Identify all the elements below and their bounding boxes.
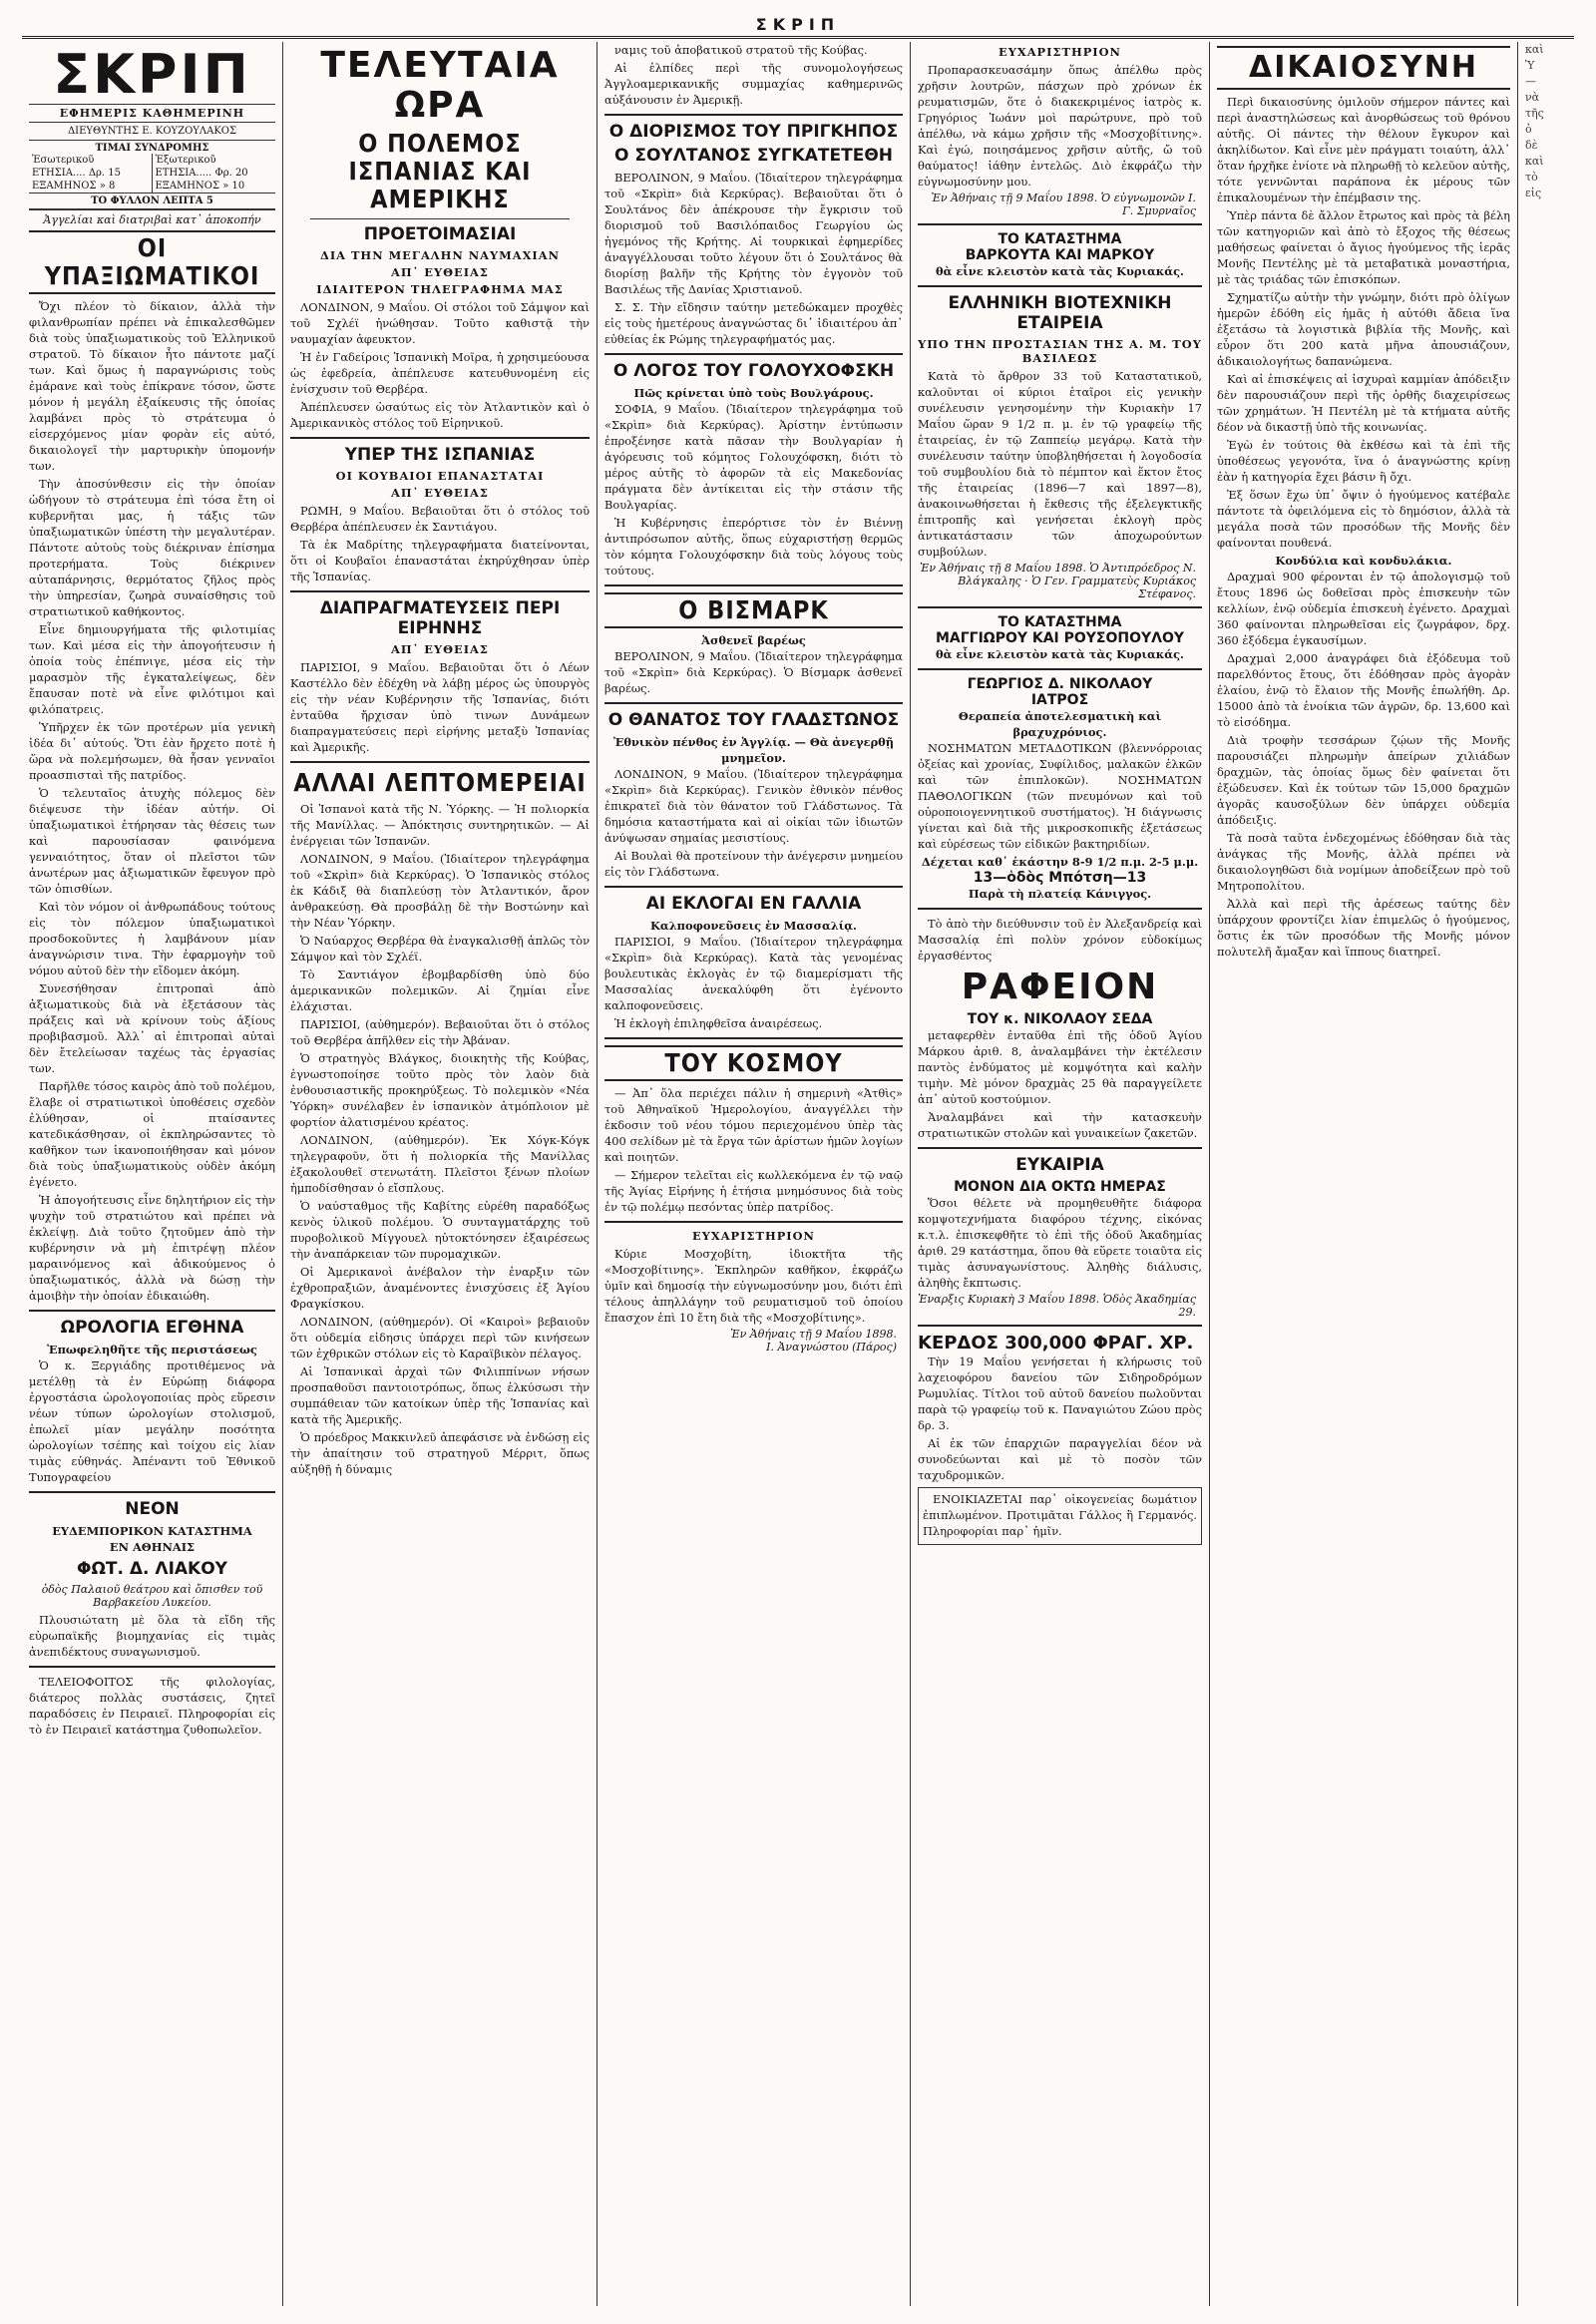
ad-text: Ὅσοι θέλετε νὰ προμηθευθῆτε διάφορα κομψοτεχνήματα διαφόρου τέχνης, εἰκόνας κ.τ.λ. ἐπισκεφθῆτε τὸ ἐπὶ τῆς ὁδοῦ Ἀκαδημίας ἀριθ. 29 κατάστημα, ὅπου θὰ εὕρετε τοιαῦτα εἰς τιμὰς ἀσυναγωνίστους. Ἀληθὴς διάλυσις, ἀληθὴς ἔκπτωσις. <box>918 1196 1202 1290</box>
article-paragraph: Αἱ Βουλαὶ θὰ προτείνουν τὴν ἀνέγερσιν μνημείου εἰς τὸν Γλάδστωνα. <box>604 849 903 879</box>
divider <box>29 1310 275 1312</box>
price-cell: ΕΤΗΣΙΑ.... Δρ. 15 <box>29 167 153 180</box>
wire-label: ΑΠ᾿ ΕΥΘΕΙΑΣ <box>391 642 489 656</box>
article-paragraph: Ἡ ἐκλογὴ ἐπιληφθεῖσα ἀναιρέσεως. <box>614 1016 823 1030</box>
divider <box>29 1491 275 1493</box>
article-paragraph: ΛΟΝΔΙΝΟΝ, 9 Μαΐου. (Ἰδιαίτερον τηλεγράφημα «Σκρὶπ» διὰ Κερκύρας). Γενικὸν ἐθνικὸν πένθος ἐπικρατεῖ διὰ τὸν θάνατον τοῦ Γλάδστωνος. Τὰ δημόσια καταστήματα καὶ αἱ οἰκίαι τῶν ἰδιωτῶν ἀνύψωσαν σημαίας μεσιστίους. <box>604 767 903 845</box>
subscription-prices <box>29 154 275 194</box>
ad-text: Τὴν 19 Μαΐου γενήσεται ἡ κλήρωσις τοῦ λαχειοφόρου δανείου τῶν Σιδηροδρόμων Ρωμυλίας. Τίτλοι τοῦ αὐτοῦ δανείου πωλοῦνται παρὰ τῷ γραφείῳ τοῦ κ. Παναγιώτου Ζώου πρὸς δρ. 3. <box>918 1355 1202 1432</box>
ad-text: Ἀναλαμβάνει καὶ τὴν κατασκευὴν στρατιωτικῶν στολῶν καὶ γυναικείων ζακετῶν. <box>918 1110 1202 1140</box>
edge-fragment: νὰ <box>1525 91 1540 104</box>
article-paragraph: Ἐξ ὅσων ἔχω ὑπ᾿ ὄψιν ὁ ἡγούμενος κατέβαλε πάντοτε τὰ ὀφειλόμενα εἰς τὸ δημόσιον, ἀλλὰ τὰ μεγάλα ποσὰ τῶν προσόδων τῆς Μονῆς δὲν φαίνονται πουθενά. <box>1217 488 1510 550</box>
divider <box>290 761 590 763</box>
ad-name: ΦΩΤ. Δ. ΛΙΑΚΟΥ <box>77 1559 227 1579</box>
article-paragraph: ΛΟΝΔΙΝΟΝ, (αὐθημερόν). Ἐκ Χόγκ-Κόγκ τηλεγραφοῦν, ὅτι ἡ πολιορκία τῆς Μανίλλας ἐξακολουθεῖ στενωτάτη. Πλεῖστοι ξένων πλοίων ἠμποδίσθησαν ὁ εἴσπλους. <box>290 1133 590 1195</box>
article-paragraph: Οἱ Ἀμερικανοὶ ἀνέβαλον τὴν ἐναρξιν τῶν ἐχθροπραξιῶν, ἀναμένοντες ἐνισχύσεις ἐξ Ἁγίου Φραγκίσκου. <box>290 1265 590 1311</box>
column-5 <box>1210 42 1518 2306</box>
article-paragraph: ΛΟΝΔΙΝΟΝ, (αὐθημερόν). Οἱ «Καιροὶ» βεβαιοῦν ὅτι οὐδεμία εἰδησις ὑπάρχει περὶ τῶν κινήσεων τῶν ἐχθρικῶν στόλων εἰς τὸ Καραϊβικὸν πέλαγος. <box>290 1315 590 1360</box>
column-4 <box>911 42 1210 2306</box>
article-paragraph: Ἡ ἐν Γαδείροις Ἱσπανικὴ Μοῖρα, ἡ χρησιμεύουσα ὡς ἐφεδρεία, ἀπέπλευσε κατευθυνομένη εἰς ἐνίσχυσιν τοῦ Θερβέρα. <box>290 350 590 396</box>
article-paragraph: ΒΕΡΟΛΙΝΟΝ, 9 Μαΐου. (Ἰδιαίτερον τηλεγράφημα τοῦ «Σκρὶπ» διὰ Κερκύρας). Ὁ Βίσμαρκ ἀσθενεῖ βαρέως. <box>604 649 903 695</box>
classified-ad: ΕΝΟΙΚΙΑΖΕΤΑΙ παρ᾿ οἰκογενείας δωμάτιον ἐπιπλωμένον. Προτιμᾶται Γάλλος ἢ Γερμανός. Πληροφορίαι παρ᾿ ἡμῖν. <box>923 1492 1197 1538</box>
edge-fragment: τῆς <box>1525 107 1544 120</box>
ad-text: Πλουσιώτατη μὲ ὅλα τὰ εἴδη τῆς εὐρωπαϊκῆς βιομηχανίας εἰς τιμὰς ἀνεπιδέκτους συναγωνισμοῦ. <box>29 1613 275 1659</box>
article-headline: ΥΠΕΡ ΤΗΣ ΙΣΠΑΝΙΑΣ <box>344 445 536 465</box>
article-paragraph: Ὁ Ναύαρχος Θερβέρα θὰ ἐναγκαλισθῇ ἁπλῶς τὸν Σάμψον καὶ τὸν Σχλέϊ. <box>290 934 590 964</box>
article-subheadline: ΔΙΑ ΤΗΝ ΜΕΓΑΛΗΝ ΝΑΥΜΑΧΙΑΝ <box>319 248 561 262</box>
ad-headline: ΡΑΦΕΙΟΝ <box>961 967 1159 1007</box>
column-3 <box>598 42 911 2306</box>
divider <box>310 218 570 219</box>
divider <box>604 1221 903 1223</box>
notice-date: Ἐν Ἀθήναις τῇ 9 Μαΐου 1898. <box>730 1328 897 1341</box>
article-paragraph: Ὁ τελευταῖος ἀτυχὴς πόλεμος δὲν διέψευσε τὴν ἰδέαν αὐτήν. Οἱ ὑπαξιωματικοὶ ἐτήρησαν τὰς θέσεις των καὶ παρουσίασαν φαινόμενα γενναιότητος, ὅταν οἱ πλεῖστοι τῶν ἀνωτέρων μας ἀξιωματικῶν ἔφευγον πρὸ τῶν ὀπισθίων. <box>29 786 275 896</box>
article-paragraph: Ὄχι πλέον τὸ δίκαιον, ἀλλὰ τὴν φιλανθρωπίαν πρέπει νὰ ἐπικαλεσθῶμεν διὰ τοὺς ὑπαξιωματικοὺς τοῦ Ἑλληνικοῦ στρατοῦ. Τὸ δίκαιον ἦτο πάντοτε μαζί των. Καὶ ὅμως ἡ παραγνώρισις τοὺς ἐμάρανε καὶ τοὺς ἐπίκρανε τόσον, ὥστε μόνον ἡ μεγάλη ἐξαίκευσις τῆς ὁποίας λαμβάνει πρὸς τὸ στράτευμα ὁ εἰσερχόμενος μίαν φορὰν εἰς αὐτό, δικαιολογεῖ τὴν μαρτυρικὴν ὑπομονήν των. <box>29 299 275 473</box>
ad-subheadline: Ἐπωφεληθῆτε τῆς περιστάσεως <box>47 1343 257 1356</box>
column-6-edge <box>1518 42 1574 2306</box>
article-paragraph: Ὑπῆρχεν ἐκ τῶν προτέρων μία γενικὴ ἰδέα δι᾿ αὐτούς. Ὅτι ἐὰν ἤρχετο ποτὲ ἡ ὥρα νὰ πολεμήσωμεν, θὰ ἦσαν γενναῖοι προασπισταὶ τῆς πατρίδος. <box>29 720 275 782</box>
article-paragraph: ΠΑΡΙΣΙΟΙ, 9 Μαΐου. (Ἰδιαίτερον τηλεγράφημα «Σκρὶπ» διὰ Κερκύρας). Κατὰ τὰς γενομένας βουλευτικὰς ἐκλογὰς ἐν τῷ διαμερίσματι τῆς Μασσαλίας ἀνεκαλύφθη ὅτι ἐγένοντο καλποφονεῦσεις. <box>604 935 903 1012</box>
ad-text: Θεραπεία ἀποτελεσματικὴ καὶ βραχυχρόνιος. <box>958 709 1162 739</box>
edge-fragment: δὲ <box>1525 139 1538 152</box>
ad-text: θὰ εἶνε κλειστὸν κατὰ τὰς Κυριακάς. <box>936 647 1184 661</box>
ad-subheadline: ΜΟΝΟΝ ΔΙΑ ΟΚΤΩ ΗΜΕΡΑΣ <box>954 1179 1166 1195</box>
wire-label: ΑΠ᾿ ΕΥΘΕΙΑΣ <box>391 265 489 279</box>
ad-address: Παρὰ τὴ πλατείᾳ Κάνιγγος. <box>968 887 1152 901</box>
article-headline: Ο ΠΟΛΕΜΟΣ ΙΣΠΑΝΙΑΣ ΚΑΙ ΑΜΕΡΙΚΗΣ <box>348 129 532 213</box>
edge-fragment: καὶ <box>1525 155 1544 168</box>
article-subheadline: Πῶς κρίνεται ὑπὸ τοὺς Βουλγάρους. <box>633 386 874 400</box>
ad-subheadline: ΥΠΟ ΤΗΝ ΠΡΟΣΤΑΣΙΑΝ ΤΗΣ Α. Μ. ΤΟΥ ΒΑΣΙΛΕΩΣ <box>918 337 1202 365</box>
article-paragraph: Ἀπέπλευσεν ὡσαύτως εἰς τὸν Ἀτλαντικὸν καὶ ὁ Ἀμερικανικὸς στόλος τοῦ Εἰρηνικοῦ. <box>290 400 590 430</box>
divider <box>918 606 1202 608</box>
ad-headline: ΤΟ ΚΑΤΑΣΤΗΜΑ <box>998 231 1122 247</box>
ad-headline: ΤΟ ΚΑΤΑΣΤΗΜΑ <box>998 614 1122 630</box>
ad-text: θὰ εἶνε κλειστὸν κατὰ τὰς Κυριακάς. <box>936 264 1184 278</box>
article-paragraph: ΣΟΦΙΑ, 9 Μαΐου. (Ἰδιαίτερον τηλεγράφημα τοῦ «Σκρὶπ» διὰ Κερκύρας). Ἀρίστην ἐντύπωσιν ἐπροξένησε κατὰ πᾶσαν τὴν Βουλγαρίαν ἡ ἀγόρευσις τοῦ κόμητος Γολουχόφσκη, διότι τὸ μέρος αὐτῆς τὸ ἀφορῶν τὰ εἰς Μακεδονίας πράγματα δὲν ἀντίκειται εἰς τὴν στάσιν τῆς Βουλγαρίας. <box>604 402 903 512</box>
article-paragraph: Καὶ αἱ ἐπισκέψεις αἱ ἰσχυραὶ καμμίαν ἀπόδειξιν δὲν παρουσιάζουν περὶ τῆς ὀρθῆς διαχειρίσεως τῶν χρημάτων. Ἡ Πεντέλη μὲ τὰ κτήματα αὐτῆς δέον νὰ δικαστῇ ὑπὸ τῆς κοινωνίας. <box>1217 372 1510 434</box>
columns <box>22 42 1574 2306</box>
price-cell: ΕΞΑΜΗΝΟΣ » 8 <box>29 180 153 193</box>
price-cell: ΕΞΑΜΗΝΟΣ » 10 <box>155 181 245 192</box>
ad-text: Ὁ κ. Ξεργιάδης προτιθέμενος νὰ μετέλθῃ τὰ ἐν Εὐρώπῃ διάφορα ἐργοστάσια ὡρολογοποιίας πρὸς εὕρεσιν νέων τύπων ὡρολογίων στολισμοῦ, ἐπωλεῖ μίαν μεγάλην ποσότητα ὡρολογίων τσέπης καὶ τοίχου εἰς λίαν τιμὰς εὐθηνάς. Ἀπέναντι τοῦ Ἐθνικοῦ Τυπογραφείου <box>29 1358 275 1484</box>
article-paragraph: Ἀλλὰ καὶ περὶ τῆς ἀρέσεως ταύτης δὲν ὑπάρχουν φροντίζει λίαν ἐπιμελῶς ὁ ἡγούμενος, ὅστις ἐκ τῶν προσόδων τῆς Μονῆς μόνον πολυτελῆ ἄμαξαν καὶ ἵππους διατηρεῖ. <box>1217 897 1510 959</box>
ad-name: ΒΑΡΚΟΥΤΑ ΚΑΙ ΜΑΡΚΟΥ <box>965 247 1155 263</box>
divider <box>604 584 903 586</box>
article-subheadline: Καλποφονεῦσεις ἐν Μασσαλίᾳ. <box>650 919 857 933</box>
ad-text: μεταφερθὲν ἐνταῦθα ἐπὶ τῆς ὁδοῦ Ἁγίου Μάρκου ἀριθ. 8, ἀναλαμβάνει τὴν ἐκτέλεσιν παντὸς ἐνδύματος μὲ κομψότητα καὶ καλὴν τιμὴν. Μὲ μόνον δραχμὰς 25 θὰ παραγγείλετε ἀπ᾿ αὐτοῦ κοστούμιον. <box>918 1028 1202 1106</box>
divider <box>604 114 903 116</box>
notice-headline: ΕΥΧΑΡΙΣΤΗΡΙΟΝ <box>998 45 1121 59</box>
article-paragraph: Αἱ Ἱσπανικαὶ ἀρχαὶ τῶν Φιλιππίνων νήσων προσπαθοῦσι παντοιοτρόπως, ὅπως ἑλκύσωσι τὴν συμπάθειαν τῶν κατοίκων ὑπὲρ τῆς Ἱσπανίας καὶ κατὰ τῆς Ἀμερικῆς. <box>290 1364 590 1426</box>
section-headline: ΤΕΛΕΥΤΑΙΑ ΩΡΑ <box>320 45 560 126</box>
divider <box>604 886 903 888</box>
divider <box>604 353 903 355</box>
article-headline: Ο ΔΙΟΡΙΣΜΟΣ ΤΟΥ ΠΡΙΓΚΗΠΟΣ <box>608 122 899 142</box>
article-paragraph: ΠΑΡΙΣΙΟΙ, 9 Μαΐου. Βεβαιοῦται ὅτι ὁ Λέων Καστέλλο δὲν ἐδέχθη νὰ λάβῃ μέρος ὡς ὑπουργὸς εἰς τὴν νέαν Κυβέρνησιν τῆς Ἱσπανίας, διότι ἐνταῦθα ἤρχισαν ὑπὸ τινων Δυνάμεων διαπραγματεύσεις περὶ εἰρήνης μεταξὺ Ἱσπανίας καὶ Ἀμερικῆς. <box>290 660 590 754</box>
ad-subheadline: ΕΥΔΕΜΠΟΡΙΚΟΝ ΚΑΤΑΣΤΗΜΑ <box>52 1524 252 1538</box>
masthead-title: ΣΚΡΙΠ <box>53 43 251 106</box>
article-paragraph: ναμις τοῦ ἀποβατικοῦ στρατοῦ τῆς Κούβας. <box>614 43 868 57</box>
divider <box>29 1666 275 1668</box>
divider <box>918 668 1202 670</box>
running-header <box>22 12 1574 39</box>
ad-address: ὁδὸς Παλαιοῦ θεάτρου καὶ ὄπισθεν τοῦ Βαρβακείου Λυκείου. <box>41 1583 263 1609</box>
article-subheading: Κονδύλια καὶ κονδυλάκια. <box>1275 554 1452 568</box>
prices-title: ΤΙΜΑΙ ΣΥΝΔΡΟΜΗΣ <box>95 143 209 154</box>
article-paragraph: Σ. Σ. Τὴν εἴδησιν ταύτην μετεδώκαμεν προχθὲς εἰς τοὺς ἡμετέρους ἀναγνώστας δι᾿ ἰδιαιτέρου ἀπ᾿ εὐθείας ἐκ Ρώμης τηλεγραφήματός μας. <box>604 300 903 346</box>
article-paragraph: Δραχμαὶ 2,000 ἀναγράφει διὰ ἐξόδευμα τοῦ παρελθόντος ἔτους, ὅτι ἐδόθησαν πρὸς ἀγορὰν ἐλαίου, ἐνῷ τὸ ἔλαιον τῆς Μονῆς ἐπωλήθη. Δρ. 15000 ἀπὸ τὰ ἐνοίκια τῶν ἀγρῶν, δρ. 13,600 καὶ τὸ εἰσόδημα. <box>1217 651 1510 729</box>
ad-text: Τὸ ἀπὸ τὴν διεύθυνσιν τοῦ ἐν Ἀλεξανδρείᾳ καὶ Μασσαλίᾳ ἐπὶ πολὺν χρόνον εὐδοκίμως ἐργασθέντος <box>918 917 1202 963</box>
ad-text: Αἱ ἐκ τῶν ἐπαρχιῶν παραγγελίαι δέον νὰ συνοδεύωνται καὶ μὲ τὸ ποσὸν τῶν ταχυδρομικῶν. <box>918 1436 1202 1482</box>
ad-date: Ἐναρξις Κυριακὴ 3 Μαΐου 1898. Ὁδὸς Ἀκαδημίας 29. <box>918 1293 1196 1319</box>
article-paragraph: Ἐγὼ ἐν τούτοις θὰ ἐκθέσω καὶ τὰ ἐπὶ τῆς ὑποθέσεως γεγονότα, ἵνα ὁ ἀναγνώστης κρίνῃ ἐὰν ἡ κατηγορία ἔχει βάσιν ἢ ὄχι. <box>1217 438 1510 484</box>
article-subheadline: Ἀσθενεῖ βαρέως <box>701 633 806 647</box>
ad-subheadline: ΙΑΤΡΟΣ <box>1030 692 1089 708</box>
divider <box>604 702 903 704</box>
masthead-director: ΔΙΕΥΘΥΝΤΗΣ Ε. ΚΟΥΖΟΥΛΑΚΟΣ <box>29 123 275 141</box>
divider <box>918 285 1202 287</box>
wire-label: ΑΠ᾿ ΕΥΘΕΙΑΣ <box>391 486 489 500</box>
article-paragraph: Ὁ πρόεδρος Μακκινλεῦ ἀπεφάσισε νὰ ἐνδώσῃ εἰς τὴν ἀπαίτησιν τοῦ στρατηγοῦ Μέρριτ, ὅπως αὐξηθῇ ἡ δύναμις <box>290 1430 590 1476</box>
masthead-subtitle: ΕΦΗΜΕΡΙΣ ΚΑΘΗΜΕΡΙΝΗ <box>29 104 275 123</box>
article-subheadline: ΠΡΟΕΤΟΙΜΑΣΙΑΙ <box>363 224 517 244</box>
notice-text: Προπαρασκευασάμην ὅπως ἀπέλθω πρὸς χρῆσιν λουτρῶν, πάσχων πρὸ χρόνων ἐκ ρευματισμῶν, ὅτε ὁ διακεκριμένος ἰατρὸς κ. Γρηγόριος Ἰωάνν μοὶ παρώτρυνε, πρὸ τοῦ ἀπέλθω, νὰ κάμω χρῆσιν τῆς «Μοσχοβίτινης». Καὶ ἐγώ, ποιησάμενος χρῆσιν αὐτῆς, ὤ τοῦ θαύματος! ἰάθην ἐντελῶς. Διὸ ἐκφράζω τὴν εὐγνωμοσύνην μου. <box>918 63 1202 189</box>
ad-text: ΝΟΣΗΜΑΤΩΝ ΜΕΤΑΔΟΤΙΚΩΝ (βλεννόρροιας ὀξείας καὶ χρονίας, Συφίλιδος, μαλακῶν ἑλκῶν καὶ τῶν ἐπιπλοκῶν). ΝΟΣΗΜΑΤΩΝ ΠΑΘΟΛΟΓΙΚΩΝ (τῶν πνευμόνων καὶ τοῦ οὐροποιογεννητικοῦ συστήματος). Ἡ διάγνωσις γίνεται καὶ διὰ τῆς μικροσκοπικῆς ἐξετάσεως καὶ εὑρέσεως τῶν εἰδικῶν βακτηριδίων. <box>918 741 1202 851</box>
edge-fragment: ὁ <box>1525 123 1532 136</box>
ad-name: ΓΕΩΡΓΙΟΣ Δ. ΝΙΚΟΛΑΟΥ <box>967 676 1153 692</box>
ad-headline: ΕΥΚΑΙΡΙΑ <box>1015 1155 1104 1175</box>
divider <box>918 1147 1202 1149</box>
running-title: ΣΚΡΙΠ <box>755 14 841 34</box>
news-item: — Σήμερον τελεῖται εἰς κωλλεκόμενα ἐν τῷ ναῷ τῆς Ἁγίας Εἰρήνης ἡ ἐτήσια μνημόσυνος διὰ τοὺς ἐν τῷ πολέμῳ πεσόντας ὑπὲρ πατρίδος. <box>604 1168 903 1214</box>
ad-headline: ΝΕΟΝ <box>125 1499 180 1519</box>
article-paragraph: Τὴν ἀποσύνθεσιν εἰς τὴν ὁποίαν ὡδήγουν τὸ στράτευμα ἐπὶ τόσα ἔτη οἱ κυβερνῆται μας, ἡ τάξις τῶν ὑπαξιωματικῶν ὑπέστη τὴν μεγαλυτέραν. Πάντοτε αὐτοὺς τοὺς διέκριναν ἐπίσημα προτερήματα. Τοὺς διέκρινεν αὐταπάρνησις, θερμότατος ζῆλος πρὸς τὴν ὑπηρεσίαν, ζωηρὰ συναίσθησις τοῦ στρατιωτικοῦ καθήκοντος. <box>29 477 275 618</box>
article-headline: Ο ΒΙΣΜΑΡΚ <box>604 592 903 628</box>
edge-fragment: εἰς <box>1525 187 1542 199</box>
section-headline: ΤΟΥ ΚΟΣΜΟΥ <box>604 1045 903 1081</box>
article-paragraph: Δραχμαὶ 900 φέρονται ἐν τῷ ἀπολογισμῷ τοῦ ἔτους 1896 ὡς δοθεῖσαι πρὸς ἐπισκευὴν τῶν κελλίων, ἐνῷ οὐδεμία ἐπισκευὴ ἐγένετο. Δραχμαὶ 360 φαίνονται πληρωθεῖσαι εἰς ζωγράφον, δρχ. 360 ἐξόδεμα ἐγκαυσίμων. <box>1217 570 1510 647</box>
article-paragraph: Συνεσήθησαν ἐπιτροπαὶ ἀπὸ ἀξιωματικοὺς διὰ νὰ ἐξετάσουν τὰς πράξεις καὶ νὰ κρίνουν τοὺς ἀξίους προβιβασμοῦ. Ἀλλ᾿ αἱ ἐπιτροπαὶ αὐταὶ δὲν ἔτελείωσαν ταχέως τὰς ἐργασίας των. <box>29 981 275 1075</box>
price-cell: Ἐξωτερικοῦ <box>155 155 216 166</box>
article-subheadline: ΟΙ ΚΟΥΒΑΙΟΙ ΕΠΑΝΑΣΤΑΤΑΙ <box>335 469 545 483</box>
ad-subheadline: ΕΝ ΑΘΗΝΑΙΣ <box>109 1540 196 1554</box>
divider <box>290 590 590 592</box>
article-paragraph: Εἶνε δημιουργήματα τῆς φιλοτιμίας των. Καὶ μέσα εἰς τὴν ἀπογοήτευσιν ἡ ὁποία τοὺς ἐπέπνιγε, μέσα εἰς τὴν μαρασμὸν τῆς ἐγκαταλείψεως, δὲν ἔπαυσαν ποτὲ νὰ εἶνε φιλότιμοι καὶ φιλόπατρεις. <box>29 622 275 716</box>
article-paragraph: Τὸ Σαντιάγον ἐβομβαρδίσθη ὑπὸ δύο ἀμερικανικῶν πολεμικῶν. Αἱ ζημίαι εἶνε ἐλάχισται. <box>290 968 590 1013</box>
article-paragraph: Παρῆλθε τόσος καιρὸς ἀπὸ τοῦ πολέμου, ἔλαβε οἱ στρατιωτικοὶ ὑποθέσεις σχεδὸν ἐλύθησαν, οἱ πταίσαντες κατεδικάσθησαν, οἱ ἐκπληρώσαντες τὸ καθῆκον των ἱκανοποιήθησαν καὶ μόνον διὰ τοὺς ὑπαξιωματικοὺς οὐδὲν ἀκόμη ἐγένετο. <box>29 1079 276 1189</box>
article-subheadline: Ο ΣΟΥΛΤΑΝΟΣ ΣΥΓΚΑΤΕΤΕΘΗ <box>613 146 894 166</box>
notice-headline: ΕΥΧΑΡΙΣΤΗΡΙΟΝ <box>692 1229 815 1243</box>
classified-ad: ΤΕΛΕΙΟΦΟΙΤΟΣ τῆς φιλολογίας, διάτερος πολλὰς συστάσεις, ζητεῖ παραδόσεις ἐν Πειραιεῖ. Πληροφορίαι εἰς τὸ ἐν Πειραιεῖ κατάστημα ζυθοπωλεῖον. <box>29 1675 275 1737</box>
masthead-tagline: Ἀγγελίαι καὶ διατριβαὶ κατ᾿ ἀποκοπήν <box>43 213 261 226</box>
ad-address: 13—ὁδὸς Μπότση—13 <box>973 870 1147 886</box>
ad-headline: ΩΡΟΛΟΓΙΑ ΕΓΘΗΝΑ <box>60 1318 244 1338</box>
article-headline: ΑΛΛΑΙ ΛΕΠΤΟΜΕΡΕΙΑΙ <box>293 768 587 797</box>
article-paragraph: Ἡ Κυβέρνησις ἐπερόρτισε τὸν ἐν Βιέννῃ ἀντιπρόσωπον αὐτῆς, ὅπως εὐχαριστήσῃ θερμῶς τὸν κόμητα Γολουχόφσκην διὰ τοὺς λόγους τοὺς τούτους. <box>604 516 903 578</box>
column-2 <box>283 42 598 2306</box>
article-headline: ΔΙΚΑΙΟΣΥΝΗ <box>1217 46 1510 90</box>
article-headline: ΔΙΑΠΡΑΓΜΑΤΕΥΣΕΙΣ ΠΕΡΙ ΕΙΡΗΝΗΣ <box>319 598 561 638</box>
article-paragraph: Τὰ ποσὰ ταῦτα ἐνδεχομένως ἐδόθησαν διὰ τὰς ἀνάγκας τῆς Μονῆς, ἀλλὰ πρέπει νὰ δικαιολογηθῶσι διὰ νομίμων ἀποδείξεων πρὸ τοῦ Μητροπολίτου. <box>1217 831 1510 893</box>
article-headline: Ο ΛΟΓΟΣ ΤΟΥ ΓΟΛΟΥΧΟΦΣΚΗ <box>612 361 895 381</box>
price-cell: Ἐσωτερικοῦ <box>29 154 153 167</box>
article-paragraph: Τὰ ἐκ Μαδρίτης τηλεγραφήματα διατείνονται, ὅτι οἱ Κουβαῖοι ἐπαναστάται ἐκηρύχθησαν ὑπὲρ τῆς Ἱσπανίας. <box>290 538 590 583</box>
article-paragraph: ΡΩΜΗ, 9 Μαΐου. Βεβαιοῦται ὅτι ὁ στόλος τοῦ Θερβέρα ἀπέπλευσεν ἐκ Σαντιάγου. <box>290 504 590 534</box>
notice-signature: Ἐν Ἀθήναις τῇ 8 Μαΐου 1898. Ὁ Ἀντιπρόεδρος Ν. Βλάγκαλης · Ὁ Γεν. Γραμματεὺς Κυριάκος Στέφανος. <box>920 562 1196 600</box>
notice-text: Κύριε Μοσχοβίτη, ἰδιοκτῆτα τῆς «Μοσχοβίτινης». Ἐκπληρῶν καθῆκον, ἐκφράζω ὑμῖν καὶ δημοσίᾳ τὴν εὐγνωμοσύνην μου, διότι ἐπὶ τέλους ἀπηλλάγην τοῦ ρευματισμοῦ τοῦ ὁποίου ἔπασχον ἐπὶ 10 ἔτη διὰ τῆς «Μοσχοβίτινης». <box>604 1247 903 1325</box>
article-subheadline: Ἐθνικὸν πένθος ἐν Ἀγγλίᾳ. — Θὰ ἀνεγερθῇ μνημεῖον. <box>612 735 895 765</box>
divider <box>604 1037 903 1039</box>
ad-name: ΜΑΓΓΙΩΡΟΥ ΚΑΙ ΡΟΥΣΟΠΟΥΛΟΥ <box>935 630 1185 646</box>
price-cell: ΕΤΗΣΙΑ..... Φρ. 20 <box>155 168 248 179</box>
article-paragraph: ΒΕΡΟΛΙΝΟΝ, 9 Μαΐου. (Ἰδιαίτερον τηλεγράφημα τοῦ «Σκρὶπ» διὰ Κερκύρας). Βεβαιοῦται ὅτι ὁ Σουλτάνος δὲν ἀπέκρουσε τὴν ἔγκρισιν τοῦ διορισμοῦ τοῦ Βασιλόπαιδος Γεωργίου ὡς ἡγεμόνος τῆς Κρήτης. Αἱ τουρκικαὶ ἐφημερίδες ἀναγγέλλουσαι τοῦτο λέγουν ὅτι ὁ Σουλτάνος θὰ διορίσῃ βαλῆν τῆς Κρήτης τὸν ἐγγονὸν τοῦ Βασιλέως τῆς Δανίας Χριστιανοῦ. <box>604 171 903 296</box>
article-paragraph: Σχηματίζω αὐτὴν τὴν γνώμην, διότι πρὸ ὀλίγων ἡμερῶν ἐδόθη εἰς ἡμᾶς ἡ αὐτόθι ἄδεια ἵνα ἐξετάσω τὰ λογιστικὰ βιβλία τῆς Μονῆς, καὶ εὗρον ὅτι 200 κατὰ μῆνα ἀπουσιάζουν, ἀδικαιολογήτως δαπανώμενα. <box>1217 290 1510 368</box>
article-paragraph: Περὶ δικαιοσύνης ὁμιλοῦν σήμερον πάντες καὶ περὶ ἀναστηλώσεως καὶ ἀνορθώσεως τοῦ θρόνου αὐτῆς. Οἱ πάντες τὴν θέλουν ἔγκυρον καὶ ἀκηλίδωτον. Καὶ εἶνε μὲν πράγματι τοιαύτη, ἀλλ᾿ ὅταν ἠρχῆκε ἐνίοτε νὰ πληρωθῇ τὸ κελεῦον αὐτῆς, τότε γεννῶνται παράπονα ἐκ μέρους τῶν ἐπικαλουμένων τὴν ἐπέμβασιν της. <box>1217 95 1510 204</box>
notice-signature: Ἐν Ἀθήναις τῇ 9 Μαΐου 1898. Ὁ εὐγνωμονῶν Ι. Γ. Σμυρναῖος <box>931 192 1196 217</box>
ad-headline: ΚΕΡΔΟΣ 300,000 ΦΡΑΓ. ΧΡ. <box>918 1333 1194 1354</box>
wire-label: ΙΔΙΑΙΤΕΡΟΝ ΤΗΛΕΓΡΑΦΗΜΑ ΜΑΣ <box>316 282 564 296</box>
ad-name: ΤΟΥ κ. ΝΙΚΟΛΑΟΥ ΣΕΔΑ <box>967 1011 1153 1027</box>
article-paragraph: Αἱ ἐλπίδες περὶ τῆς συνομολογήσεως Ἀγγλοαμερικανικῆς συμμαχίας καθημερινῶς αὐξάνουσιν ἐν Ἀμερικῇ. <box>604 61 903 107</box>
article-paragraph: ΛΟΝΔΙΝΟΝ, 9 Μαΐου. (Ἰδιαίτερον τηλεγράφημα τοῦ «Σκρὶπ» διὰ Κερκύρας). Ὁ Ἱσπανικὸς στόλος ἐκ Κάδιξ θὰ διαπλεύσῃ τὸν Ἀτλαντικόν, ἄρον ἀνθρακεύσῃ. Θὰ προσβάλῃ δὲ τὴν Βοστώνην καὶ τὴν Νέαν Ὑόρκην. <box>290 852 590 930</box>
classified-ad-box <box>918 1487 1202 1545</box>
article-paragraph: Διὰ τροφὴν τεσσάρων ζῴων τῆς Μονῆς παρουσιάζει πληρωμὴν ἀπείρων χιλιάδων δραχμῶν, τὰς ὁποίας ὅμως δὲν φαίνεται ὅτι ἐξώδευσεν. Καὶ ἐκ τούτων τῶν 15,000 δραχμῶν ἀγορᾶς καυσοξύλων δὲν ὑπάρχει οὐδεμία ἀπόδειξις. <box>1217 733 1510 827</box>
edge-fragment: Ὑ <box>1525 59 1535 72</box>
article-paragraph: Ὁ στρατηγὸς Βλάγκος, διοικητὴς τῆς Κούβας, ἐγνωστοποίησε τοῦτο πρὸς τὸν λαὸν διὰ ἐνθουσιαστικῆς προκηρύξεως. Τὸ πολεμικὸν «Νέα Ὑόρκη» συνέλαβεν ἐν ἱσπανικὸν ἀτμόπλοιον μὲ φορτίον ἀλατισμένου κρέατος. <box>290 1051 590 1129</box>
edge-fragment: — <box>1525 75 1536 88</box>
notice-text: Κατὰ τὸ ἄρθρον 33 τοῦ Καταστατικοῦ, καλοῦνται οἱ κύριοι ἑταῖροι εἰς γενικὴν συνέλευσιν γενησομένην τὴν Κυριακὴν 17 Μαΐου ὥραν 9 1/2 π. μ. ἐν τῷ γραφείῳ τῆς ἑταιρείας, ἐν τῷ Ζαππείῳ μεγάρῳ. Κατὰ τὴν συνέλευσιν ταύτην ὑποβληθήσεται ἡ λογοδοσία τοῦ συμβουλίου διὰ τὸ πέμπτον καὶ ἕκτον ἔτος τῆς ἑταιρείας (1896—7 καὶ 1897—8), ἀνακοινωθήσεται ἡ ἔκθεσις τῆς ἐξελεγκτικῆς ἐπιτροπῆς καὶ γενήσεται ἐκλογὴ πρὸς ἀντικατάστασιν τῶν ἀποχωρούντων συμβούλων. <box>918 369 1202 559</box>
edge-fragment: τὸ <box>1525 171 1538 184</box>
article-paragraph: ΠΑΡΙΣΙΟΙ, (αὐθημερόν). Βεβαιοῦται ὅτι ὁ στόλος τοῦ Θερβέρα ἀπῆλθεν εἰς τὴν Ἀβάναν. <box>290 1017 590 1047</box>
article-summary: Οἱ Ἱσπανοὶ κατὰ τῆς Ν. Ὑόρκης. — Ἡ πολιορκία τῆς Μανίλλας. — Ἀπόκτησις συντηρητικῶν. — Αἱ ἐνέργειαι τῶν Ἱσπανῶν. <box>290 802 590 848</box>
article-headline: Ο ΘΑΝΑΤΟΣ ΤΟΥ ΓΛΑΔΣΤΩΝΟΣ <box>607 710 900 730</box>
article-paragraph: Ἡ ἀπογοήτευσις εἶνε δηλητήριον εἰς τὴν ψυχὴν τοῦ στρατιώτου καὶ πρέπει νὰ ἐκλείψῃ. Διὰ τοῦτο ζητοῦμεν ἀπὸ τὴν κυβέρνησιν νὰ μὴ ἐπιτρέψῃ πλέον μαραινόμενος καὶ ἀδικούμενος ὁ ὑπαξιωματικός, ἀλλὰ νὰ δώσῃ τὴν ἀμοιβὴν τὴν ὁποίαν ἐδικαιώθη. <box>29 1193 275 1303</box>
article-headline: ΟΙ ΥΠΑΞΙΩΜΑΤΙΚΟΙ <box>29 230 275 294</box>
issue-price: ΤΟ ΦΥΛΛΟΝ ΛΕΠΤΑ 5 <box>29 194 275 210</box>
notice-signature: Ι. Ἀναγνώστου (Πάρος) <box>766 1341 897 1354</box>
article-paragraph: ΛΟΝΔΙΝΟΝ, 9 Μαΐου. Οἱ στόλοι τοῦ Σάμψον καὶ τοῦ Σχλέϊ ἡνώθησαν. Τοῦτο καθιστᾷ τὴν ναυμαχίαν ἀφευκτον. <box>290 300 590 346</box>
divider <box>918 908 1202 910</box>
divider <box>918 1325 1202 1327</box>
article-paragraph: Καὶ τὸν νόμον οἱ ἀνθρωπάδους τούτους εἰς τὸν πόλεμον ὑπαξιωματικοὶ προσδοκοῦντες ἡ λαμβάνουν μίαν ἀναγνώρισιν τινα. Τὴν ἐφαρμογὴν τοῦ νόμου αὐτοῦ δὲν τὴν εἴδομεν ἀκόμη. <box>29 900 275 977</box>
edge-fragment: καὶ <box>1525 43 1544 56</box>
article-headline: ΑΙ ΕΚΛΟΓΑΙ ΕΝ ΓΑΛΛΙΑ <box>645 894 862 914</box>
divider <box>290 437 590 439</box>
newspaper-page <box>22 12 1574 2306</box>
ad-hours: Δέχεται καθ᾿ ἑκάστην 8-9 1/2 π.μ. 2-5 μ.μ. <box>921 855 1199 869</box>
article-paragraph: Ὑπὲρ πάντα δὲ ἄλλον ἔτρωτος καὶ πρὸς τὰ βέλη τῶν κατηγοριῶν καὶ ἀπὸ τὸ ἔξοχος τῆς θέσεως μαθήσεως φαίνεται ὁ ἄγιος ἡγούμενος τῆς ἱερᾶς Μονῆς Πεντέλης μὲ τὰ μεταβατικὰ μοναστήρια, μὲ τὰς τριάδας τῶν ἐπισκόπων. <box>1217 208 1510 286</box>
column-1 <box>22 42 283 2306</box>
article-paragraph: Ὁ ναύσταθμος τῆς Καβίτης εὑρέθη παραδόξως κενὸς ὑλικοῦ πολέμου. Ὁ συνταγματάρχης τοῦ πυροβολικοῦ Μίγγουελ ηὐτοκτόνησεν ἐξαιρέσεως τὴν ἀναπάρκειαν τῶν πυρομαχικῶν. <box>290 1199 590 1261</box>
news-item: — Ἀπ᾿ ὅλα περιέχει πάλιν ἡ σημερινὴ «Ἀτθὶς» τοῦ Ἀθηναϊκοῦ Ἡμερολογίου, ἀναγγέλλει τὴν ἐκδοσιν τοῦ νέου τόμου περιεχομένου ὑπὲρ τὰς 400 σελίδων μὲ τὰ ἔργα τῶν ἀρίστων ἡμῶν λογίων καὶ ποιητῶν. <box>604 1086 903 1164</box>
ad-headline: ΕΛΛΗΝΙΚΗ ΒΙΟΤΕΧΝΙΚΗ ΕΤΑΙΡΕΙΑ <box>948 293 1172 333</box>
divider <box>918 223 1202 225</box>
